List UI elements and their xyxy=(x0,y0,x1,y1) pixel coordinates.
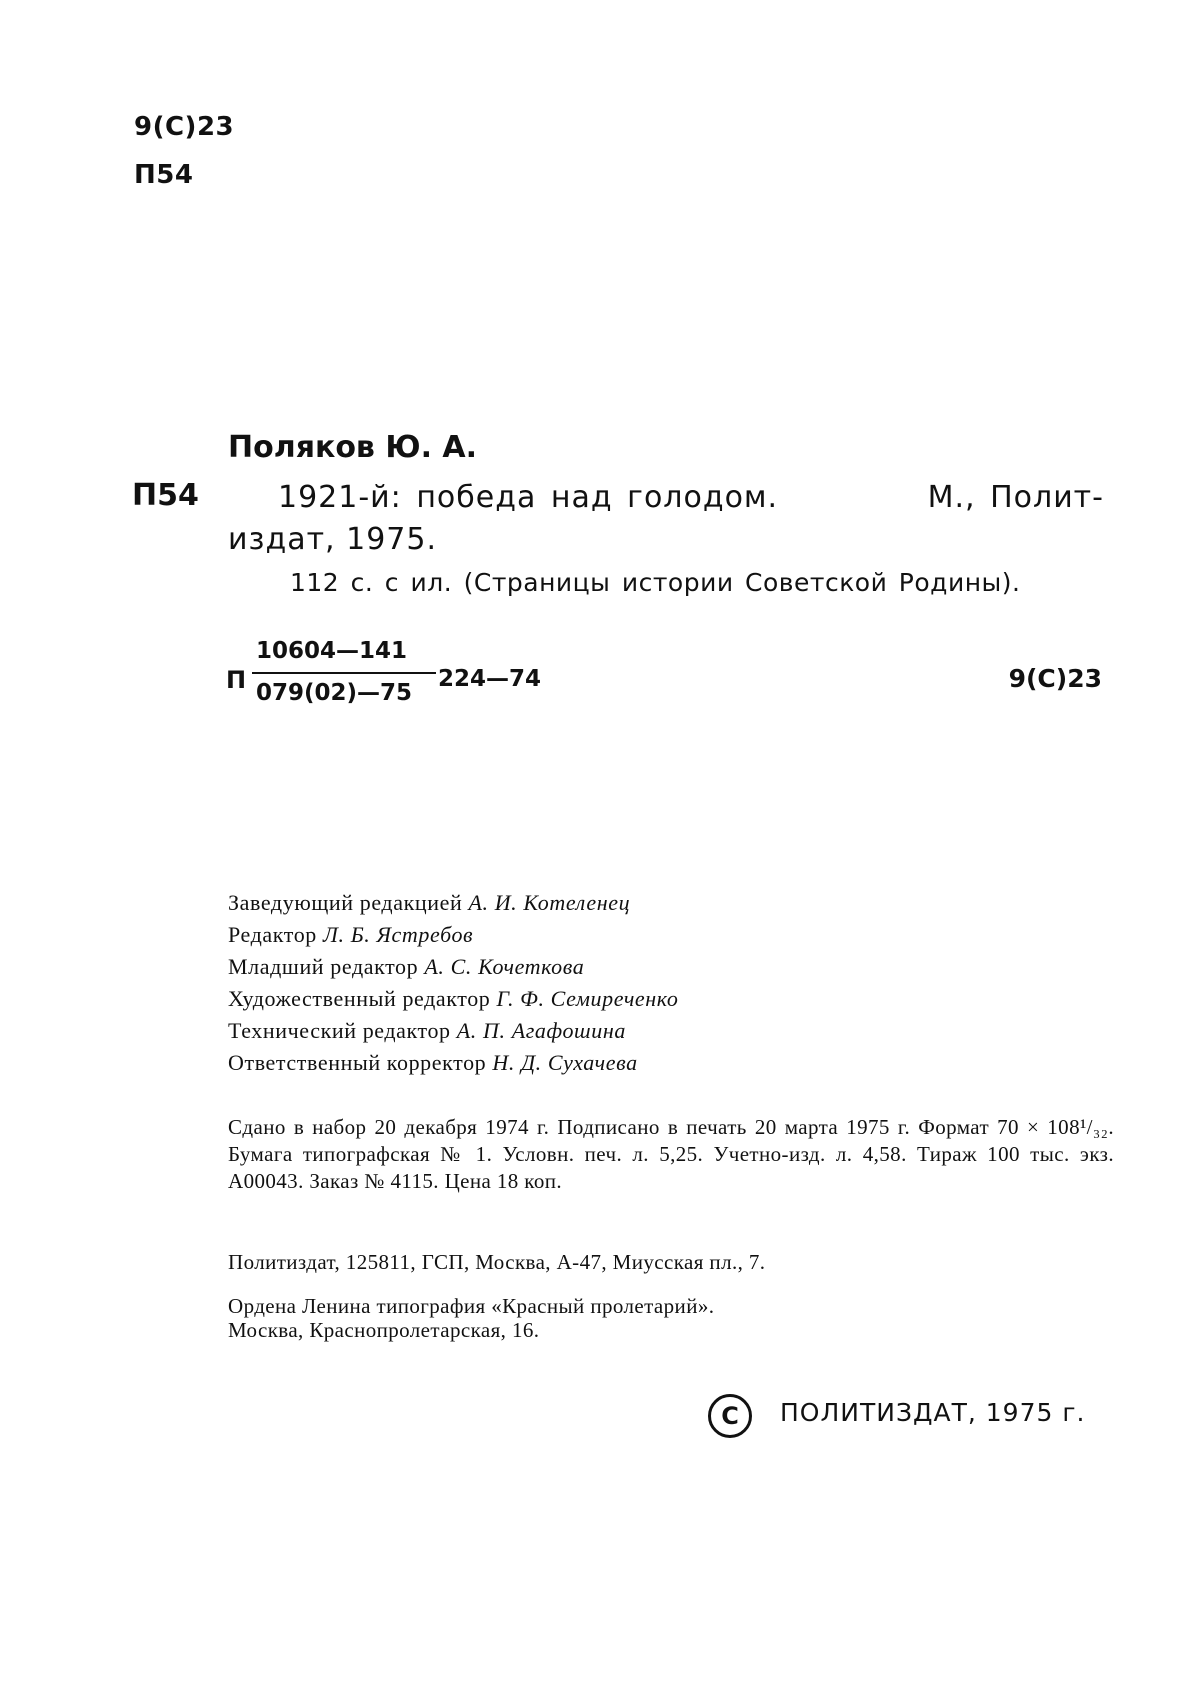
printer-address: Москва, Краснопролетарская, 16. xyxy=(228,1318,540,1342)
author-mark-code: П54 xyxy=(134,160,194,190)
index-prefix: П xyxy=(226,666,247,694)
credit-line xyxy=(228,1050,638,1076)
author-name: Поляков Ю. А. xyxy=(228,430,478,465)
classification-code: 9(С)23 xyxy=(134,112,235,142)
imprint-end: издат, 1975. xyxy=(228,522,438,557)
credit-role: Младший редактор xyxy=(228,954,419,979)
credit-role: Ответственный корректор xyxy=(228,1050,487,1075)
printer-name: Ордена Ленина типография «Красный пролетарий». xyxy=(228,1294,715,1318)
credit-line xyxy=(228,922,473,948)
pagination-series: 112 с. с ил. (Страницы истории Советской Родины). xyxy=(290,568,1021,597)
credit-person: Л. Б. Ястребов xyxy=(323,922,474,947)
index-numerator: 10604—141 xyxy=(256,638,408,664)
book-title: 1921-й: победа над голодом. xyxy=(278,480,779,515)
credit-role: Технический редактор xyxy=(228,1018,451,1043)
credit-role: Заведующий редакцией xyxy=(228,890,463,915)
index-right-code: 9(С)23 xyxy=(1008,664,1102,693)
credit-line xyxy=(228,890,630,916)
credit-line xyxy=(228,954,584,980)
index-tail: 224—74 xyxy=(438,666,542,692)
imprint-start: М., Полит- xyxy=(927,480,1104,515)
credit-person: А. И. Котеленец xyxy=(468,890,631,915)
copyright-icon: С xyxy=(708,1394,752,1438)
publisher-address: Политиздат, 125811, ГСП, Москва, А-47, Миусская пл., 7. xyxy=(228,1250,766,1274)
credit-person: А. С. Кочеткова xyxy=(424,954,585,979)
credit-line xyxy=(228,986,678,1012)
fraction-line xyxy=(252,672,436,674)
print-info: Сдано в набор 20 декабря 1974 г. Подписано в печать 20 марта 1975 г. Формат 70 × 108¹/₃₂. Бумага типографская № 1. Условн. печ. л. 5,25. Учетно-изд. л. 4,58. Тираж 100 тыс. экз. А00043. Заказ № 4115. Цена 18 коп. xyxy=(228,1115,1114,1193)
credit-person: Н. Д. Сухачева xyxy=(492,1050,638,1075)
copyright-text: ПОЛИТИЗДАТ, 1975 г. xyxy=(780,1398,1086,1427)
credit-role: Редактор xyxy=(228,922,317,947)
credit-line xyxy=(228,1018,626,1044)
credit-person: А. П. Агафошина xyxy=(456,1018,626,1043)
credit-role: Художественный редактор xyxy=(228,986,491,1011)
credit-person: Г. Ф. Семиреченко xyxy=(496,986,679,1011)
author-mark: П54 xyxy=(132,478,199,513)
index-denominator: 079(02)—75 xyxy=(256,680,413,706)
